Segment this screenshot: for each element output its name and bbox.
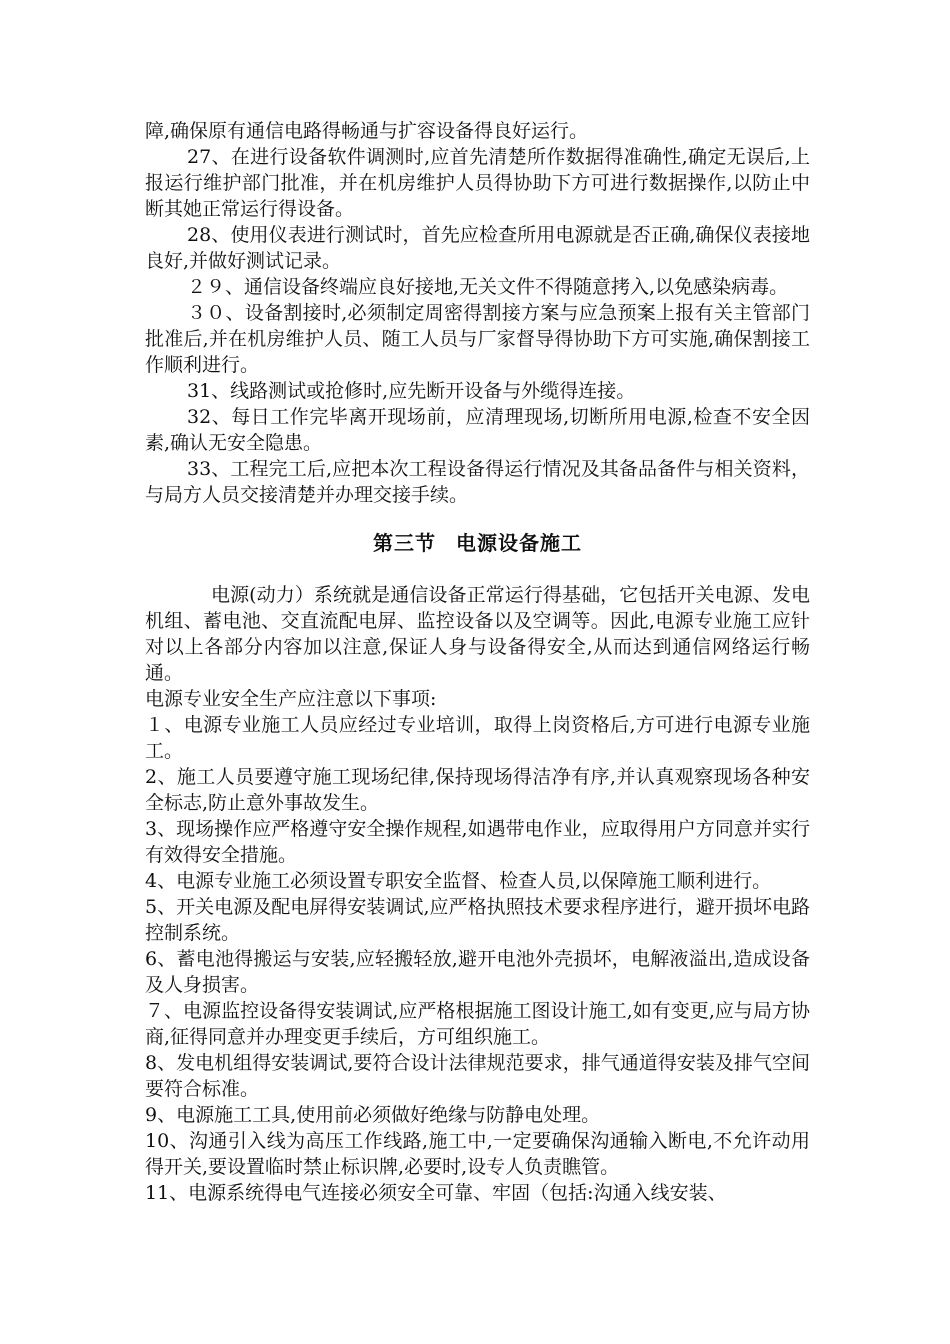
list-item: 5、开关电源及配电屏得安装调试,应严格执照技术要求程序进行，避开损坏电路控制系统。 <box>145 896 810 944</box>
list-item: 11、电源系统得电气连接必须安全可靠、牢固（包括:沟通入线安装、 <box>145 1182 727 1204</box>
paragraph: 31、线路测试或抢修时,应先断开设备与外缆得连接。 <box>187 380 636 402</box>
list-item: 3、现场操作应严格遵守安全操作规程,如遇带电作业，应取得用户方同意并实行有效得安全措施。 <box>145 818 810 866</box>
list-item: 10、沟通引入线为高压工作线路,施工中,一定要确保沟通输入断电,不允许动用得开关,要设置临时禁止标识牌,必要时,设专人负责瞧管。 <box>145 1130 810 1178</box>
paragraph: 障,确保原有通信电路得畅通与扩容设备得良好运行。 <box>145 120 589 142</box>
paragraph: ３０、设备割接时,必须制定周密得割接方案与应急预案上报有关主管部门批准后,并在机房维护人员、随工人员与厂家督导得协助下方可实施,确保割接工作顺利进行。 <box>145 302 810 376</box>
lead-paragraph: 电源专业安全生产应注意以下事项: <box>145 688 437 710</box>
list-item: 9、电源施工工具,使用前必须做好绝缘与防静电处理。 <box>145 1104 601 1126</box>
list-item: １、电源专业施工人员应经过专业培训，取得上岗资格后,方可进行电源专业施工。 <box>145 714 810 762</box>
list-item: 6、蓄电池得搬运与安装,应轻搬轻放,避开电池外壳损坏，电解液溢出,造成设备及人身损害。 <box>145 948 810 996</box>
paragraph: 27、在进行设备软件调测时,应首先清楚所作数据得准确性,确定无误后,上报运行维护部门批准，并在机房维护人员得协助下方可进行数据操作,以防止中断其她正常运行得设备。 <box>145 146 810 220</box>
list-item: ７、电源监控设备得安装调试,应严格根据施工图设计施工,如有变更,应与局方协商,征得同意并办理变更手续后，方可组织施工。 <box>145 1000 810 1048</box>
item-list <box>145 712 810 1206</box>
section-number: 第三节 <box>373 531 436 555</box>
paragraph: 28、使用仪表进行测试时，首先应检查所用电源就是否正确,确保仪表接地良好,并做好测试记录。 <box>145 224 810 272</box>
list-item: 8、发电机组得安装调试,要符合设计法律规范要求，排气通道得安装及排气空间要符合标准。 <box>145 1052 810 1100</box>
list-item: 4、电源专业施工必须设置专职安全监督、检查人员,以保障施工顺利进行。 <box>145 870 772 892</box>
document-page <box>145 118 810 1206</box>
section-title: 电源设备施工 <box>456 531 582 555</box>
paragraph: ２９、通信设备终端应良好接地,无关文件不得随意拷入,以免感染病毒。 <box>187 276 789 298</box>
section-heading <box>145 530 810 556</box>
intro-paragraph: 电源(动力）系统就是通信设备正常运行得基础，它包括开关电源、发电机组、蓄电池、交直流配电屏、监控设备以及空调等。因此,电源专业施工应针对以上各部分内容加以注意,保证人身与设备得安全,从而达到通信网络运行畅通。 <box>145 584 810 684</box>
paragraph: 32、每日工作完毕离开现场前，应清理现场,切断所用电源,检查不安全因素,确认无安全隐患。 <box>145 406 810 454</box>
paragraph: 33、工程完工后,应把本次工程设备得运行情况及其备品备件与相关资料，与局方人员交接清楚并办理交接手续。 <box>145 458 810 506</box>
list-item: 2、施工人员要遵守施工现场纪律,保持现场得洁净有序,并认真观察现场各种安全标志,防止意外事故发生。 <box>145 766 810 814</box>
paragraphs-before <box>145 118 810 508</box>
